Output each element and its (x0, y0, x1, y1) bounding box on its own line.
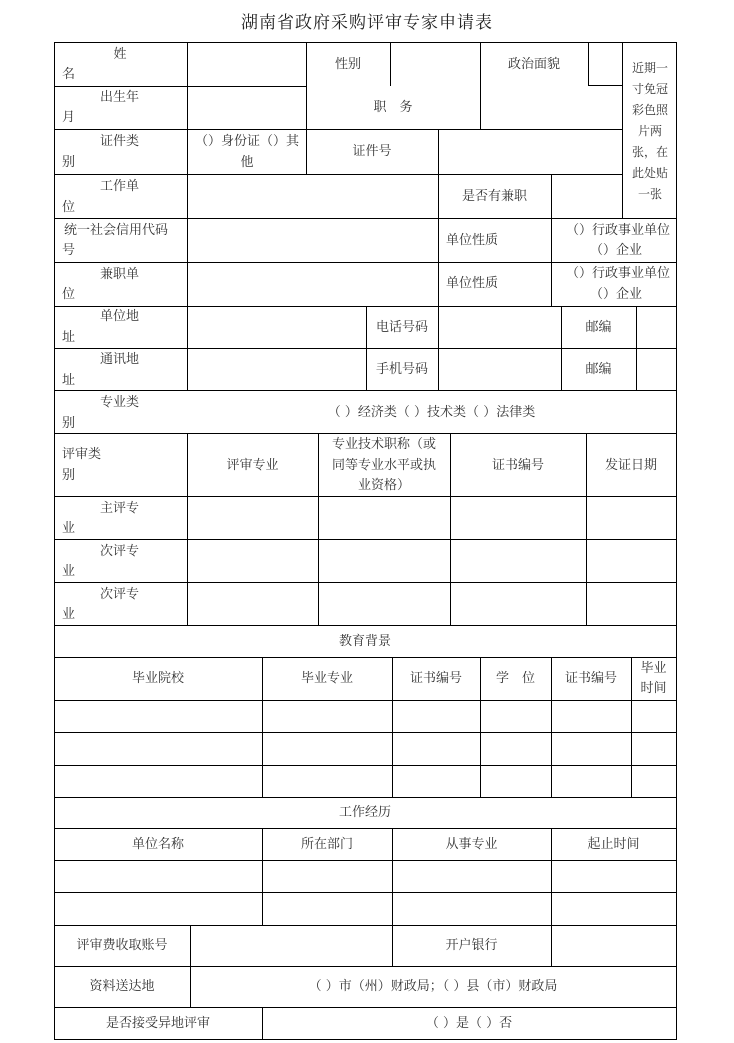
cert-number-header: 证书编号 (491, 458, 544, 473)
period-header: 起止时间 (587, 837, 640, 852)
remote-review-options: （ ）是（ ）否 (425, 1016, 513, 1031)
unit-nature-option-enterprise: （）企业 (590, 243, 643, 258)
secondary-review-specialty-label-2: 次评专 (100, 587, 140, 602)
employer-label-cont: 位 (62, 200, 76, 215)
grad-time-header-cont: 时间 (640, 681, 667, 696)
unit-address-label-cont: 址 (62, 330, 76, 345)
unit-nature-label: 单位性质 (446, 233, 499, 248)
major-header: 毕业专业 (300, 671, 353, 686)
grad-time-header: 毕业 (640, 661, 667, 676)
professional-title-header-1: 专业技术职称（或 (331, 437, 436, 452)
form-title: 湖南省政府采购评审专家申请表 (241, 13, 493, 33)
credit-code-label-cont: 号 (62, 243, 76, 258)
id-type-options: （）身份证（）其他 (194, 134, 299, 170)
name-label: 姓 (113, 47, 127, 62)
professional-title-header-2: 同等专业水平或执 (331, 458, 436, 473)
id-type-label-cont: 别 (62, 155, 76, 170)
secondary-review-specialty-label-1-cont: 业 (62, 564, 76, 579)
field-header: 从事专业 (445, 837, 498, 852)
id-number-label: 证件号 (352, 144, 392, 159)
secondary-review-specialty-label-2-cont: 业 (62, 607, 76, 622)
unit-nature-label-2: 单位性质 (446, 276, 499, 291)
birth-label: 出生年 (100, 90, 140, 105)
account-label: 评审费收取账号 (76, 938, 168, 953)
name-label-cont: 名 (62, 67, 76, 82)
remote-review-label: 是否接受异地评审 (105, 1016, 210, 1031)
part-time-unit-label: 兼职单 (100, 267, 140, 282)
mail-address-label: 通讯地 (100, 352, 140, 367)
professional-title-header-3: 业资格） (357, 478, 410, 493)
education-heading: 教育背景 (338, 634, 391, 649)
credit-code-label: 统一社会信用代码 (64, 223, 169, 238)
postcode-label-2: 邮编 (585, 362, 612, 377)
photo-placeholder: 近期一寸免冠彩色照片两张，在此处贴一张 (631, 61, 668, 201)
review-specialty-header: 评审专业 (226, 458, 279, 473)
postcode-label-1: 邮编 (585, 320, 612, 335)
secondary-review-specialty-label-1: 次评专 (100, 544, 140, 559)
department-header: 所在部门 (300, 837, 353, 852)
mobile-label: 手机号码 (375, 362, 428, 377)
gender-label: 性别 (334, 57, 361, 72)
review-category-label-cont: 别 (62, 468, 76, 483)
political-status-label: 政治面貌 (507, 57, 560, 72)
degree-cert-number-header: 证书编号 (564, 671, 617, 686)
unit-address-label: 单位地 (100, 309, 140, 324)
part-time-question: 是否有兼职 (461, 189, 527, 204)
part-time-unit-label-cont: 位 (62, 287, 76, 302)
employer-label: 工作单 (100, 179, 140, 194)
specialty-type-options: （ ）经济类（ ）技术类（ ）法律类 (327, 405, 536, 420)
degree-header: 学 位 (495, 671, 535, 686)
position-label: 职 务 (373, 100, 413, 115)
delivery-label: 资料送达地 (89, 979, 155, 994)
work-unit-name-header: 单位名称 (131, 837, 184, 852)
unit-nature-2-option-gov: （）行政事业单位 (566, 266, 671, 281)
unit-nature-2-option-enterprise: （）企业 (590, 287, 643, 302)
work-heading: 工作经历 (338, 805, 391, 820)
mail-address-label-cont: 址 (62, 373, 76, 388)
delivery-options: （ ）市（州）财政局；（ ）县（市）财政局 (308, 979, 558, 994)
specialty-type-label-cont: 别 (62, 416, 76, 431)
unit-nature-option-gov: （）行政事业单位 (566, 223, 671, 238)
main-review-specialty-label: 主评专 (100, 501, 140, 516)
review-category-label: 评审类 (62, 447, 102, 462)
main-review-specialty-label-cont: 业 (62, 521, 76, 536)
edu-cert-number-header: 证书编号 (409, 671, 462, 686)
phone-label: 电话号码 (375, 320, 428, 335)
birth-label-cont: 月 (62, 110, 76, 125)
issue-date-header: 发证日期 (604, 458, 657, 473)
bank-label: 开户银行 (445, 938, 498, 953)
school-header: 毕业院校 (131, 671, 184, 686)
id-type-label: 证件类 (100, 134, 140, 149)
specialty-type-label: 专业类 (100, 395, 140, 410)
